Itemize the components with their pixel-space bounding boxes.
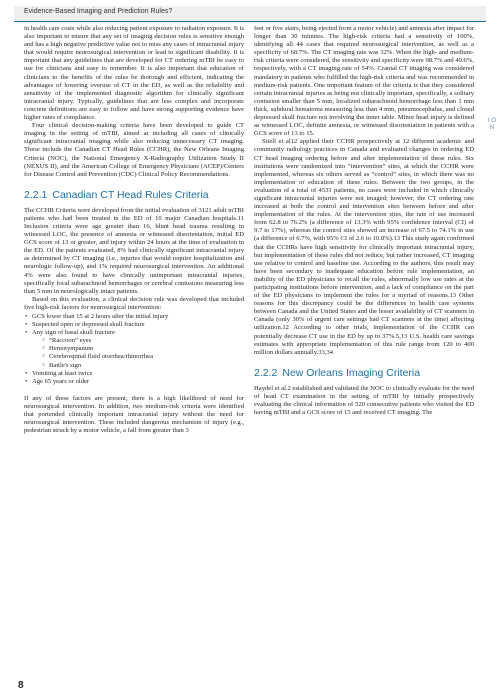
- list-item: • GCS lower than 15 at 2 hours after the initial injury: [24, 313, 244, 321]
- body-paragraph: feet or five stairs, being ejected from a motor vehicle) and amnesia after impact for longer than 30 minutes. The high-risk criteria had a sensitivity of 100%, identifying all 44 cases that required neurosurgical intervention, as well as a specificity of 68.7%. The CT imaging rate was 32%. When the high- and medium-risk criteria were considered, the sensitivity and specificity were 98.7% and 49.6%, respectively, with a CT imaging rate of 54%. Cranial CT imaging was considered mandatory in patients who fulfilled the high-risk criteria and was recommended in medium-risk patients. One important feature of the criteria is that they considered certain intracranial injuries as being not clinically important, specifically, a solitary contusion smaller than 5 mm, localized subarachnoid hemorrhage less than 1 mm thick, subdural hematoma measuring less than 4 mm, pneumocephalus, and closed depressed skull fracture not involving the inner table. Minor head injury is defined as witnessed LOC, definite amnesia, or witnessed disorientation in patients with a GCS score of 13 to 15.: [254, 25, 474, 138]
- sub-criteria-list: [32, 337, 244, 369]
- left-column: [24, 25, 244, 435]
- sub-list-item: ○ “Raccoon” eyes: [42, 337, 244, 345]
- section-heading: [254, 367, 474, 379]
- section-title: Canadian CT Head Rules Criteria: [52, 188, 209, 201]
- section-number: 2.2.1: [24, 188, 48, 201]
- body-paragraph: The CCHR Criteria were developed from the initial evaluation of 3121 adult mTBI patients who had been treated in the ED of 10 major Canadian hospitals.11 Inclusion criteria were age greater than 16, blunt head trauma resulting in witnessed LOC, the presence of amnesia or witnessed disorientation, initial ED GCS score of 13 or greater, and injury within 24 hours at the time of evaluation in the ED. Of the patients evaluated, 8% had clinically significant intracranial injury as determined by CT imaging (i.e., injuries that would require hospitalization and neurologic follow-up), and 1% required neurosurgical intervention. An additional 4% were also found to have clinically unimportant intracranial injuries, specifically focal subarachnoid hemorrhages or cerebral contusions measuring less than 5 mm in neurologically intact patients.: [24, 206, 244, 295]
- body-paragraph: Stiell et al12 applied their CCHR prospectively at 12 different academic and community radiology practices in Canada and evaluated changes in ordering ED CT head imaging ordering before and after implementation of these rules. Six institutions were randomized into “intervention” sites, at which the CCHR were implemented, whereas six others served as “control” sites, in which there was no implementation or education of these rules. Between the two groups, in the evaluation of a total of 4531 patients, no cases were included in which clinically significant intracranial injuries were not imaged; however, the CT ordering rate increased at both the control and intervention sites between before and after implementation of the rules. At the intervention sites, the rate of use increased from 62.8 to 76.2% (a difference of 13.3% with 95% confidence interval (CI) of 9.7 to 17%), whereas the control sites showed an increase of 67.5 to 74.1% in use (a difference of 6.7%, with 95% CI of 2.6 to 10.8%).13 This study again confirmed that the CCHRs have high sensitivity for clinically important intracranial injury, but implementation of these rules did not reduce, but rather increased, CT imaging use relative to control and baseline use. According to the authors, this result may have been secondary to inadequate education before rule implementation, an inability of the ED physicians to recall the rules, abnormally low use rates at the participating institutions before intervention, and a lack of compliance on the part of the ED physicians to implement the rules for a myriad of reasons.13 Other reasons for this discrepancy could be the differences in health care systems between Canada and the United States and the lesser availability of CT scanners in Canada (only 30% of urgent care settings had CT scanners at the time) affecting utilization.12 According to other trials, implementation of the CCHR can potentially decrease CT use in the ED by up to 37%.5,13 U.S. health care savings estimates with appropriate implementation of this rule range from 120 to 400 million dollars annually.33,34: [254, 138, 474, 356]
- list-item: • Age 65 years or older: [24, 378, 244, 386]
- side-tab-letters: I O N: [488, 118, 497, 131]
- right-column: [254, 25, 474, 417]
- section-title: New Orleans Imaging Criteria: [282, 366, 421, 379]
- body-paragraph: If any of these factors are present, there is a high likelihood of need for neurosurgical intervention. In addition, two medium-risk criteria were identified that portended clinically important intracranial injury without the need for neurosurgical intervention. These included dangerous mechanism of injury (e.g., pedestrian struck by a motor vehicle, a fall from greater than 3: [24, 394, 244, 435]
- running-header-title: Evidence-Based Imaging and Prediction Rules?: [24, 8, 173, 15]
- list-item: • Vomiting at least twice: [24, 370, 244, 378]
- section-heading: [24, 189, 244, 201]
- sub-list-item: ○ Cerebrospinal fluid otorrhea/rhinorrhea: [42, 353, 244, 361]
- sub-list-item: ○ Hemotympanum: [42, 345, 244, 353]
- body-paragraph: Based on this evaluation, a clinical decision rule was developed that included five high-risk factors for neurosurgical intervention:: [24, 295, 244, 311]
- criteria-list: [24, 313, 244, 386]
- running-header: [14, 6, 486, 22]
- body-paragraph: in health care costs while also reducing patient exposure to radiation exposure. It is also important to ensure that any set of imaging decision rules is sensitive enough and has a high negative predictive value not to miss any cases of intracranial injury that would require neurosurgical intervention or lead to significant disability. It is important that any guidelines that are developed for CT ordering mTBI be easy to use for clinicians and easy to remember. It is also important that education of clinicians to the benefits of the rules be thorough and efficient, indicating the advantages of lowering overuse of CT in the ED, as well as the reliability and sensitivity of the implemented diagnostic algorithm for clinically significant intracranial injury. Typically, guidelines that are less complex and incorporate concrete definitions are easy to follow and have strong supporting evidence have higher rates of compliance.: [24, 25, 244, 122]
- section-number: 2.2.2: [254, 366, 278, 379]
- list-item-text: Any sign of basal skull fracture: [32, 329, 115, 337]
- page-number: 8: [18, 680, 24, 691]
- list-item: • Suspected open or depressed skull fracture: [24, 321, 244, 329]
- body-paragraph: Four clinical decision-making criteria have been developed to guide CT imaging in the setting of mTBI, aimed at including all cases of clinically significant intracranial imaging while also reducing unnecessary CT imaging. These include the Canadian CT Head Rules (CCHR), the New Orleans Imaging Criteria (NOC), the National Emergency X-Radiography Utilization Study II (NEXUS II), and the American College of Emergency Physicians (ACEP)/Centers for Disease Control and Prevention (CDC) Clinical Policy Recommendations.: [24, 122, 244, 178]
- body-paragraph: Haydel et al.2 established and validated the NOC to clinically evaluate for the need of head CT examination in the setting of mTBI by initially prospectively evaluating the clinical information of 520 consecutive patients who visited the ED having mTBI and a GCS score of 15 and received CT imaging. The: [254, 384, 474, 417]
- list-item: [24, 329, 244, 369]
- sub-list-item: ○ Battle's sign: [42, 362, 244, 370]
